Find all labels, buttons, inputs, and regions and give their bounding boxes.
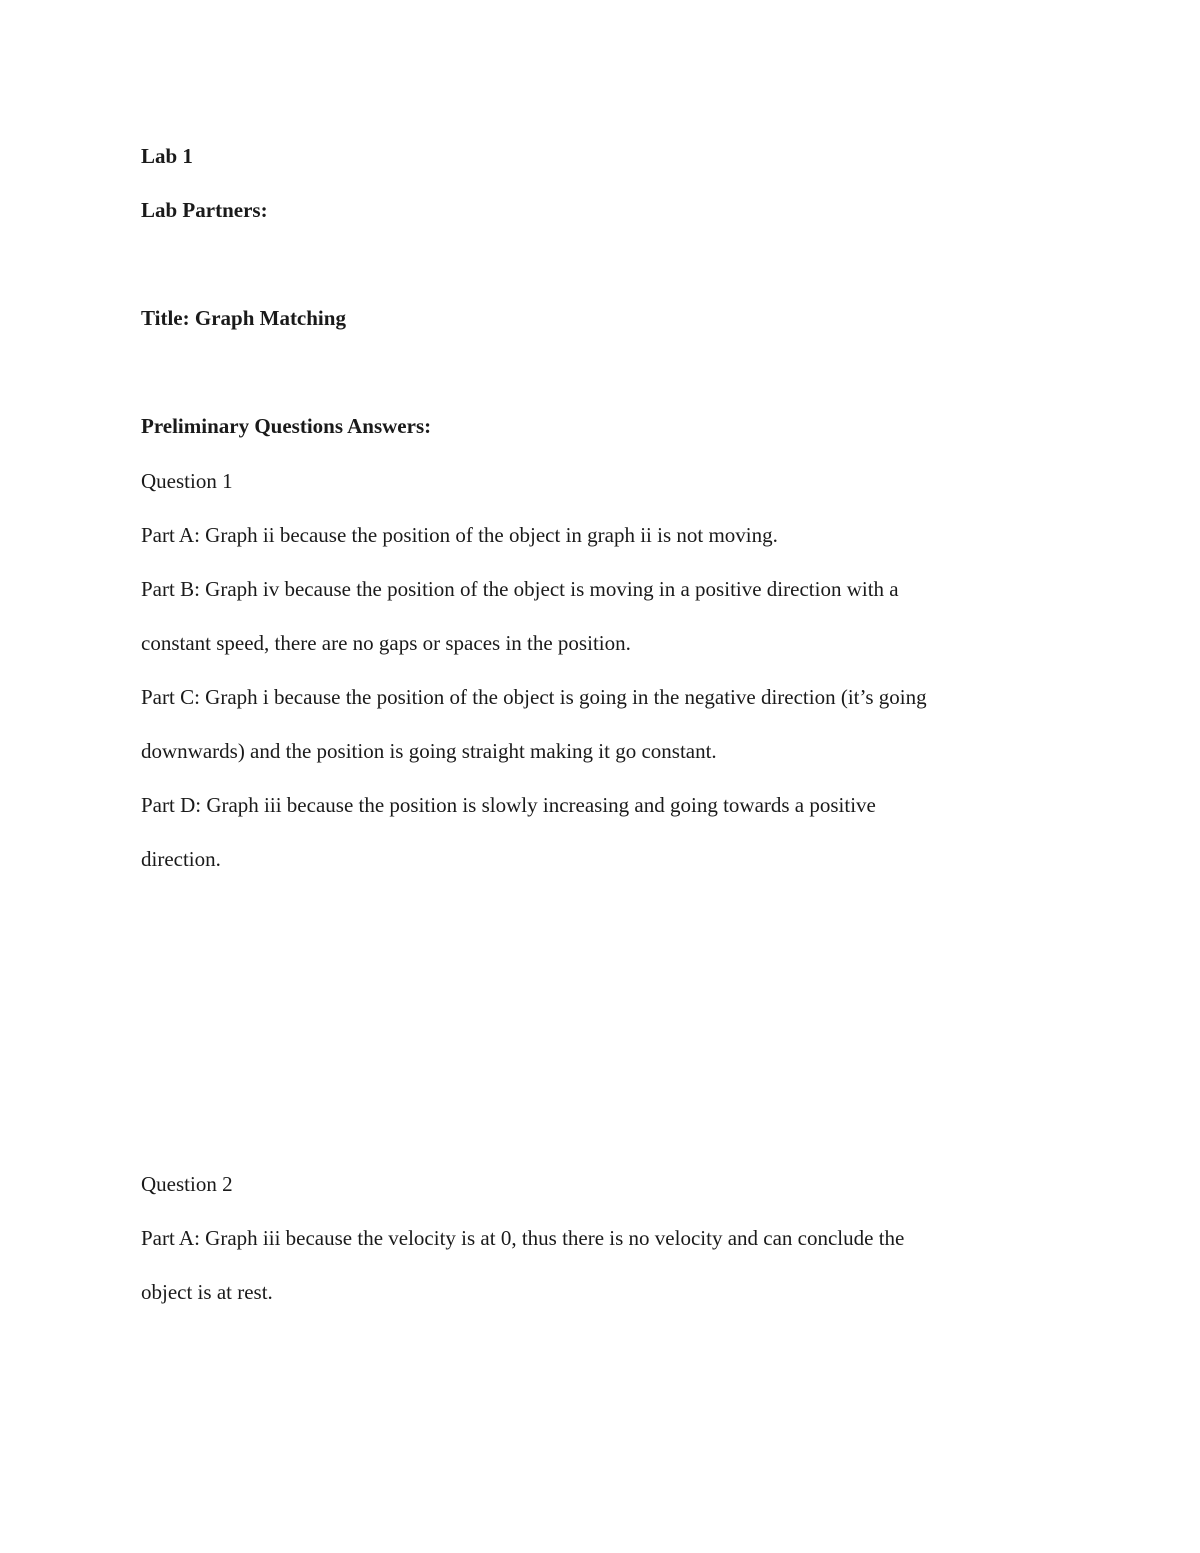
q1-part-d-line-1: Part D: Graph iii because the position is slowly increasing and going towards a positive (141, 793, 876, 817)
q1-part-c-line-1: Part C: Graph i because the position of the object is going in the negative direction (it’s going (141, 685, 927, 709)
q1-part-a: Part A: Graph ii because the position of the object in graph ii is not moving. (141, 523, 778, 547)
q1-part-d-line-2: direction. (141, 847, 221, 871)
q1-part-b-line-1: Part B: Graph iv because the position of the object is moving in a positive direction with a (141, 577, 899, 601)
question-2-label: Question 2 (141, 1172, 233, 1196)
lab-heading: Lab 1 (141, 144, 193, 168)
lab-partners-label: Lab Partners: (141, 198, 268, 222)
question-1-label: Question 1 (141, 469, 233, 493)
preliminary-heading: Preliminary Questions Answers: (141, 414, 432, 438)
q1-part-c-line-2: downwards) and the position is going straight making it go constant. (141, 739, 717, 763)
q1-part-b-line-2: constant speed, there are no gaps or spaces in the position. (141, 631, 631, 655)
q2-part-a-line-2: object is at rest. (141, 1280, 273, 1304)
q2-part-a-line-1: Part A: Graph iii because the velocity is at 0, thus there is no velocity and can conclude the (141, 1226, 905, 1250)
document-title: Title: Graph Matching (141, 306, 346, 330)
